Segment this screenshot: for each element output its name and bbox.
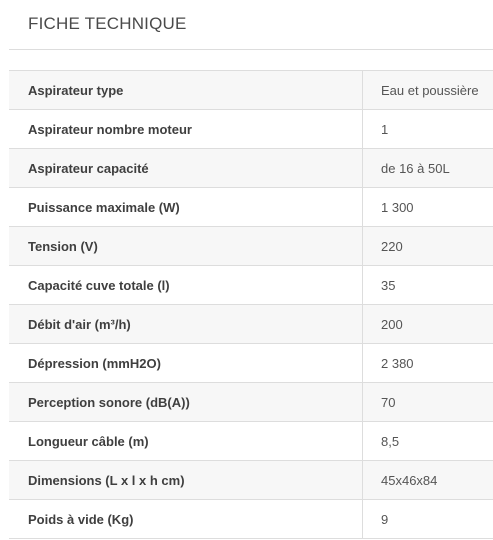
- spec-label: Longueur câble (m): [9, 422, 363, 461]
- spec-row: [9, 227, 493, 266]
- spec-value: 220: [363, 227, 493, 266]
- spec-table-body: [9, 71, 493, 539]
- spec-row: [9, 305, 493, 344]
- spec-value: 45x46x84: [363, 461, 493, 500]
- spec-row: [9, 383, 493, 422]
- spec-row: [9, 188, 493, 227]
- spec-label: Débit d'air (m³/h): [9, 305, 363, 344]
- spec-value: 35: [363, 266, 493, 305]
- spec-value: 1: [363, 110, 493, 149]
- spec-label: Aspirateur capacité: [9, 149, 363, 188]
- spec-label: Aspirateur type: [9, 71, 363, 110]
- spec-label: Aspirateur nombre moteur: [9, 110, 363, 149]
- spec-value: de 16 à 50L: [363, 149, 493, 188]
- spec-table: [9, 70, 493, 539]
- spec-value: Eau et poussière: [363, 71, 493, 110]
- spec-label: Dépression (mmH2O): [9, 344, 363, 383]
- spec-row: [9, 344, 493, 383]
- spec-label: Poids à vide (Kg): [9, 500, 363, 539]
- title-divider: [9, 49, 493, 50]
- spec-value: 200: [363, 305, 493, 344]
- spec-row: [9, 149, 493, 188]
- section-title: FICHE TECHNIQUE: [28, 14, 187, 33]
- spec-row: [9, 422, 493, 461]
- spec-label: Tension (V): [9, 227, 363, 266]
- spec-label: Puissance maximale (W): [9, 188, 363, 227]
- spec-value: 8,5: [363, 422, 493, 461]
- spec-value: 70: [363, 383, 493, 422]
- spec-row: [9, 110, 493, 149]
- spec-row: [9, 461, 493, 500]
- spec-label: Dimensions (L x l x h cm): [9, 461, 363, 500]
- spec-label: Capacité cuve totale (l): [9, 266, 363, 305]
- spec-row: [9, 71, 493, 110]
- spec-value: 1 300: [363, 188, 493, 227]
- spec-value: 2 380: [363, 344, 493, 383]
- spec-row: [9, 266, 493, 305]
- spec-label: Perception sonore (dB(A)): [9, 383, 363, 422]
- spec-value: 9: [363, 500, 493, 539]
- spec-row: [9, 500, 493, 539]
